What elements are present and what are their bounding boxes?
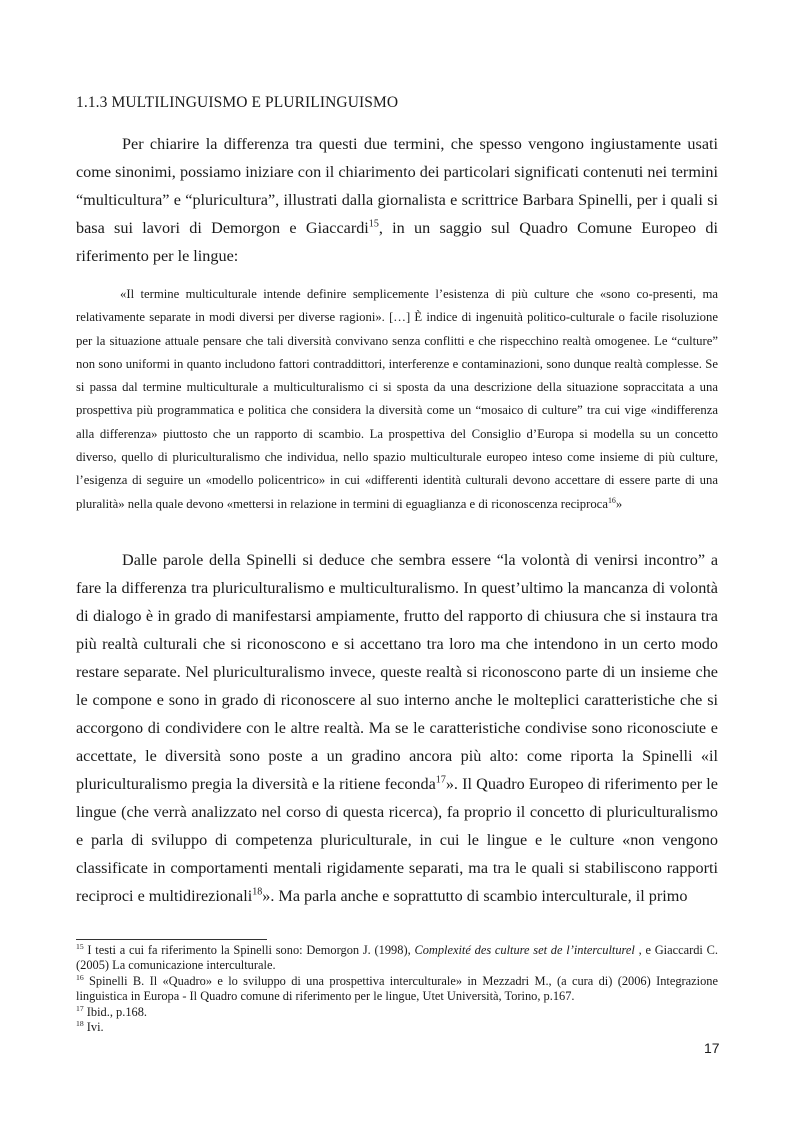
- footnote-17: [76, 1005, 718, 1020]
- footnote-ref-16[interactable]: 16: [607, 495, 616, 505]
- footnote-number: 16: [76, 972, 84, 982]
- footnote-16: [76, 974, 718, 1005]
- quote-text: »: [615, 496, 623, 511]
- footnote-text: Ibid., p.168.: [83, 1004, 147, 1019]
- paragraph-text: ». Il Quadro Europeo di riferimento per le lingue (che verrà analizzato nel corso di questa ricerca), fa proprio il concetto di pluriculturalismo e parla di sviluppo di competenza pluriculturale, in cui le lingue e le culture «non vengono classificate in comportamenti mentali rigidamente separati, ma tra le quali si stabiliscono rapporti reciproci e multidirezionali: [76, 775, 718, 905]
- block-quote: [76, 283, 718, 516]
- paragraph-text: Per chiarire la differenza tra questi due termini, che spesso vengono ingiustamente usati come sinonimi, possiamo iniziare con il chiarimento dei particolari significati contenuti nei termini “multicultura” e “pluricultura”, illustrati dalla giornalista e scrittrice Barbara Spinelli, per i quali si basa sui lavori di Demorgon e Giaccardi: [76, 135, 718, 237]
- paragraph-text: , in un saggio sul Quadro Comune Europeo di riferimento per le lingue:: [76, 219, 718, 265]
- paragraph-text: Dalle parole della Spinelli si deduce che sembra essere “la volontà di venirsi incontro” a fare la differenza tra pluriculturalismo e multiculturalismo. In quest’ultimo la mancanza di volontà di dialogo è in grado di manifestarsi ampiamente, frutto del rapporto di chiusura che si instaura tra più realtà culturali che si riconoscono e si accettano tra loro ma che intendono in un certo modo restare separate. Nel pluriculturalismo invece, queste realtà si riconoscono parte di un insieme che le compone e sono in grado di riconoscere al suo interno anche le molteplici caratteristiche che si accorgono di condividere con le altre realtà. Ma se le caratteristiche condivise sono riconosciute e accettate, le diversità sono poste a un gradino ancora più alto: come riporta la Spinelli «il pluriculturalismo pregia la diversità e la ritiene feconda: [76, 551, 718, 793]
- footnote-15: [76, 943, 718, 974]
- footnote-text: I testi a cui fa riferimento la Spinelli sono: Demorgon J. (1998),: [83, 943, 415, 957]
- footnote-ref-18[interactable]: 18: [252, 886, 263, 898]
- footnote-text: , e Giaccardi C. (2005) La comunicazione interculturale.: [76, 943, 718, 973]
- footnotes: [76, 943, 718, 1035]
- paragraph-text: ». Ma parla anche e soprattutto di scambio interculturale, il primo: [262, 887, 688, 905]
- footnote-text: Ivi.: [83, 1020, 104, 1035]
- footnote-number: 18: [76, 1018, 84, 1028]
- quote-text: «Il termine multiculturale intende definire semplicemente l’esistenza di più culture che «sono co-presenti, ma relativamente separate in modi diversi per diverse ragioni». […] È indice di ingenuità politico-culturale o facile risoluzione per la situazione attuale pensare che tali diversità convivano senza conflitti e che rispecchino realtà omogenee. Le “culture” non sono uniformi in quanto includono fattori contraddittori, interferenze e contaminazioni, sono dunque realtà complesse. Se si passa dal termine multiculturale a multiculturalismo ci si sposta da una descrizione della situazione sopraccitata a una prospettiva più programmatica e politica che considera la diversità come un “mosaico di culture” tra cui vige «indifferenza alla differenza» piuttosto che un rapporto di scambio. La prospettiva del Consiglio d’Europa si modella su un concetto diverso, quello di pluriculturalismo che individua, nello spazio multiculturale europeo inteso come insieme di più culture, l’esigenza di seguire un «modello policentrico» in cui «differenti identità culturali devono accettare di essere parte di una pluralità» nella quale devono «mettersi in relazione in termini di eguaglianza e di riconoscenza reciproca: [76, 287, 718, 511]
- section-heading: 1.1.3 MULTILINGUISMO E PLURILINGUISMO: [76, 94, 399, 111]
- body-paragraph-1: [76, 130, 718, 270]
- footnote-number: 15: [76, 941, 84, 951]
- footnote-title: Complexité des culture set de l’interculturel: [414, 943, 635, 957]
- footnote-text: Spinelli B. Il «Quadro» e lo sviluppo di una prospettiva interculturale» in Mezzadri M., (a cura di) (2006) Integrazione linguistica in Europa - Il Quadro comune di riferimento per le lingue, Utet Università, Torino, p.167.: [76, 973, 718, 1004]
- footnote-ref-17[interactable]: 17: [435, 774, 446, 786]
- footnote-separator: [76, 939, 267, 940]
- footnote-number: 17: [76, 1003, 84, 1013]
- body-paragraph-2: [76, 546, 718, 910]
- page-number: 17: [704, 1040, 720, 1056]
- footnote-ref-15[interactable]: 15: [368, 218, 379, 230]
- footnote-18: [76, 1020, 718, 1035]
